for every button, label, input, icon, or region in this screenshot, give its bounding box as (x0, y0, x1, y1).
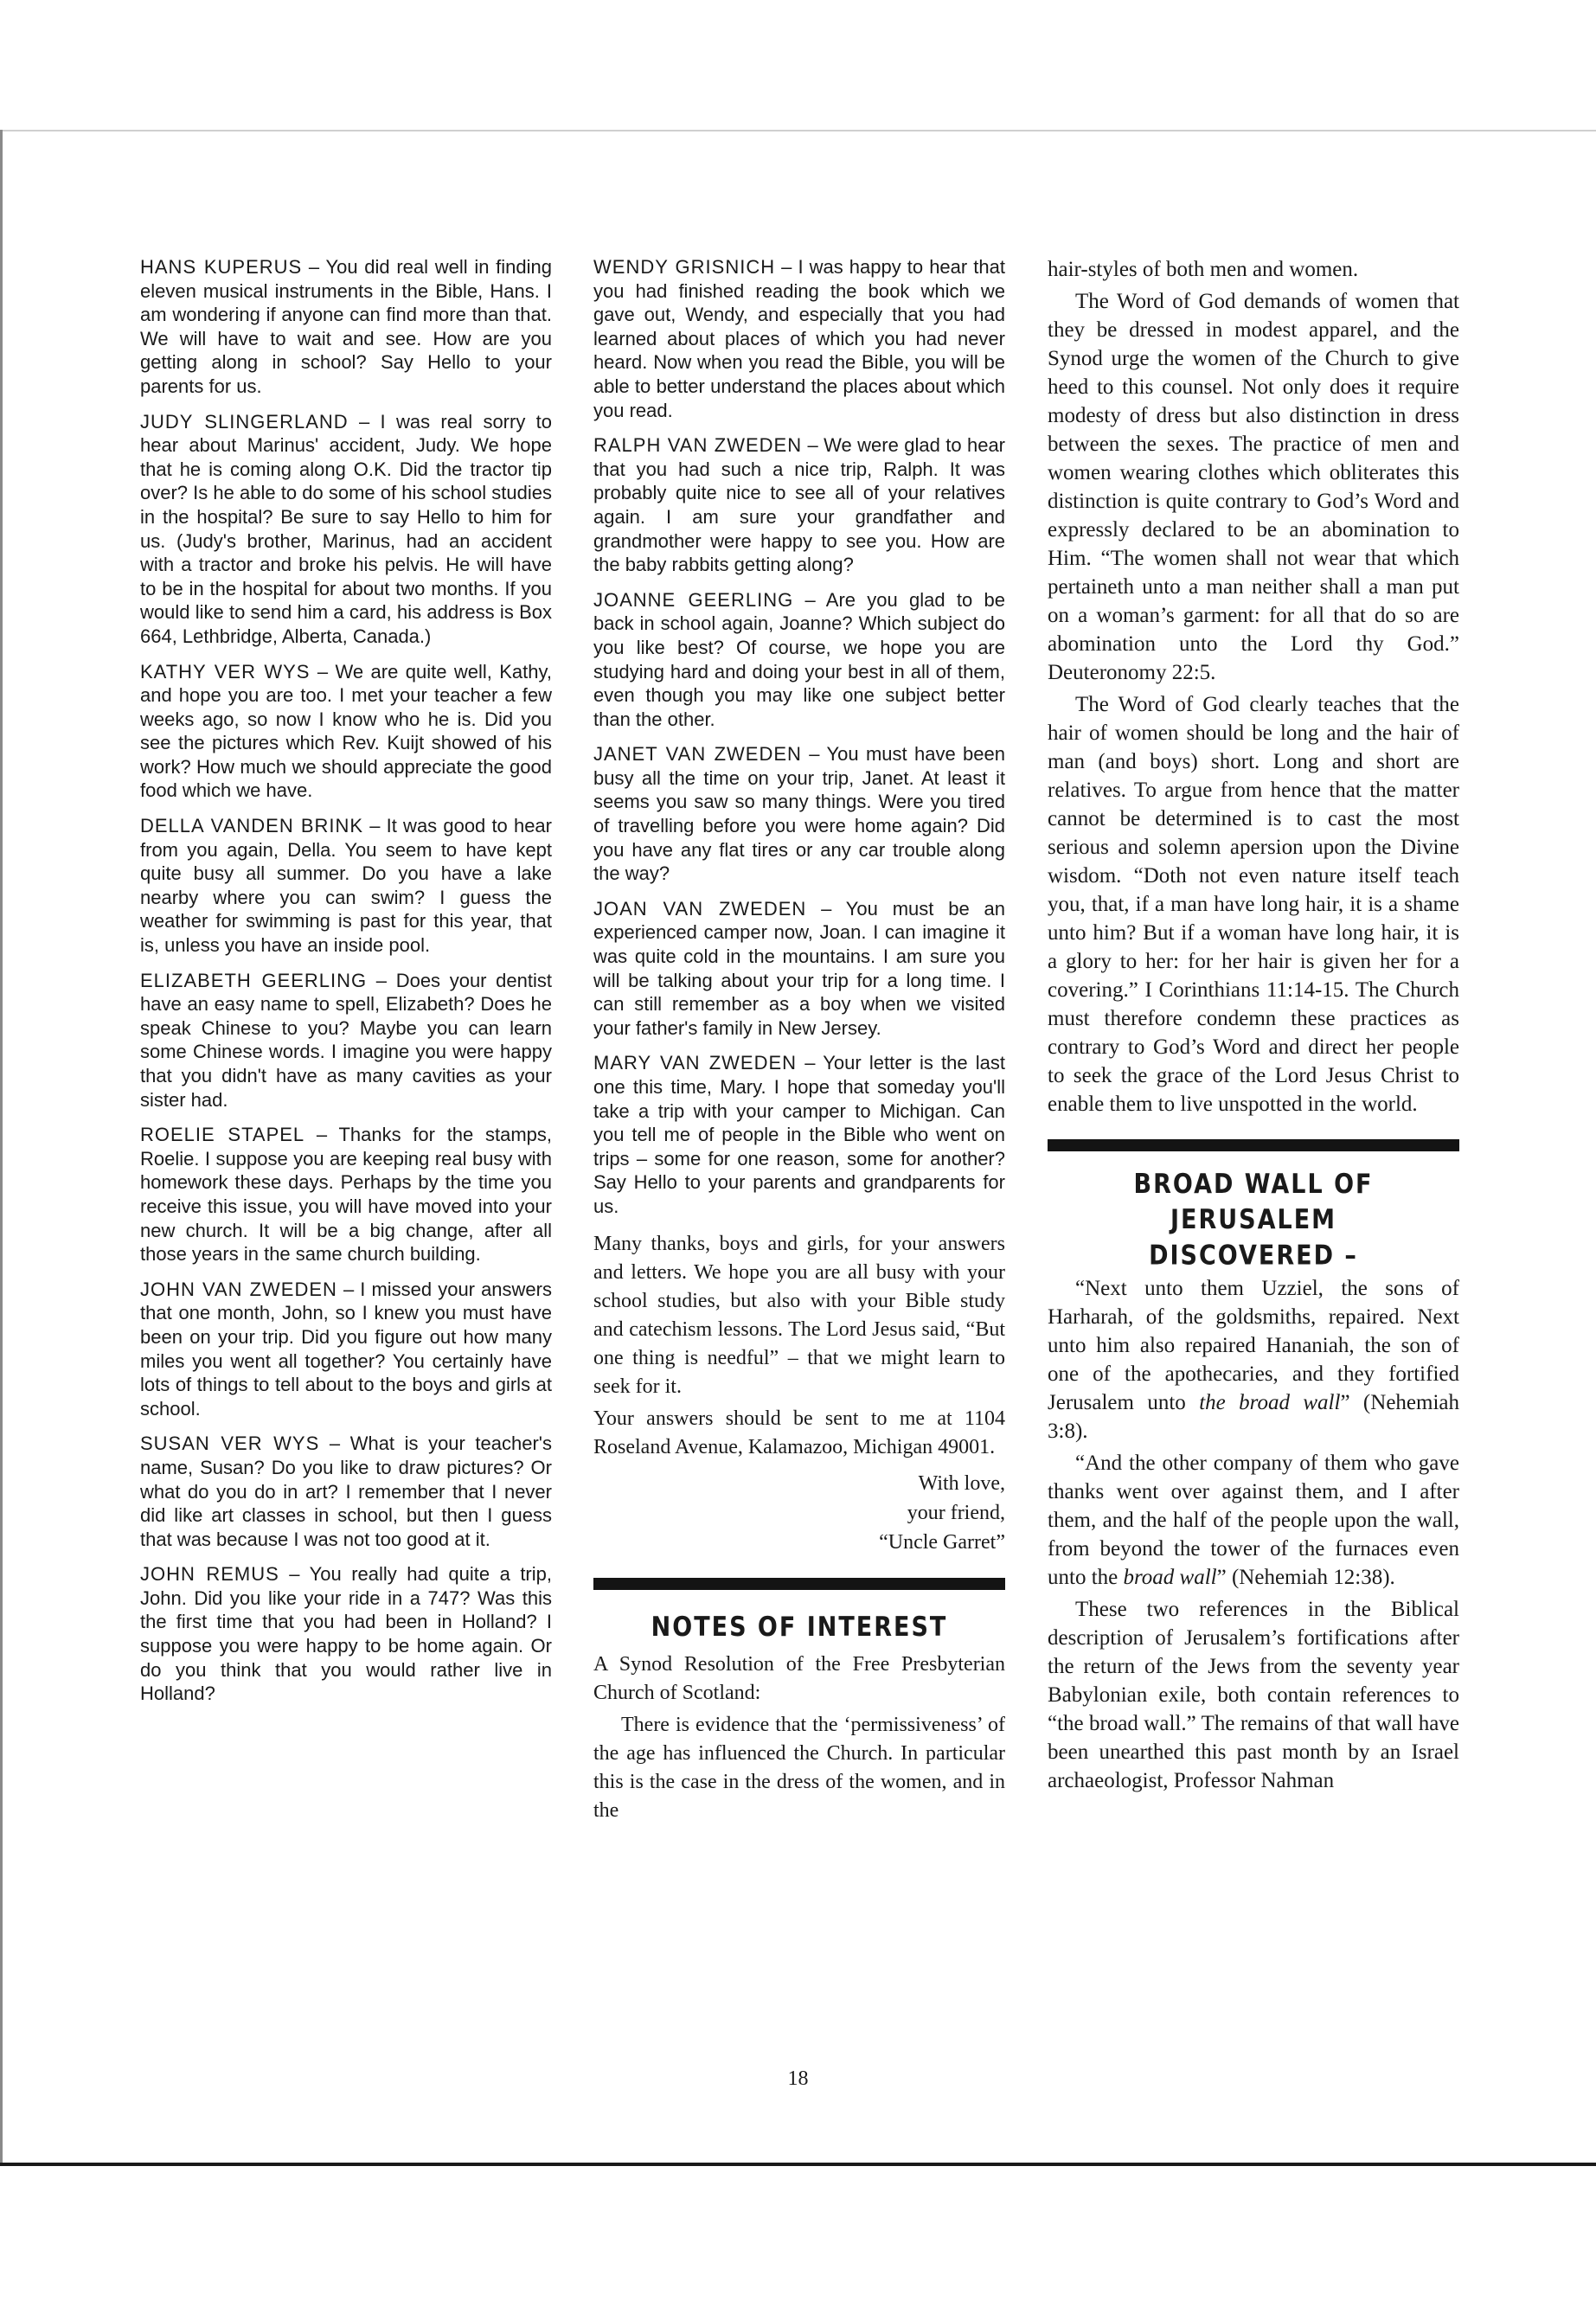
column-2-letters (593, 255, 1005, 1219)
name-dash: – (279, 1563, 310, 1586)
quote-2-text: “And the other company of them who gave thanks went over against them, and I after them, and the half of the people upon the wall, from beyond the tower of the furnaces even unto the (1048, 1452, 1459, 1589)
letter-reply-text: We were glad to hear that you had such a nice trip, Ralph. It was probably quite nice to see all of your relatives again. I am sure your grandfather and grandmother were happy to see you. How are the baby rabbits getting along? (593, 434, 1005, 576)
name-dash: – (806, 897, 846, 920)
letter-entry (593, 255, 1005, 422)
letter-recipient-name: JANET VAN ZWEDEN (593, 743, 802, 766)
quote-2-citation: ” (Nehemiah 12:38). (1216, 1566, 1395, 1589)
closing-paragraph-1: Many thanks, boys and girls, for your answers and letters. We hope you are all busy with your school studies, but also with your Bible study and catechism lessons. The Lord Jesus said, “But one thing is needful” – that we might learn to seek for it. (593, 1232, 1005, 1398)
letter-entry (140, 1123, 552, 1266)
letter-recipient-name: JOHN REMUS (140, 1563, 279, 1586)
column-2 (593, 255, 1005, 1829)
nehemiah-quote-1 (1048, 1274, 1459, 1445)
letter-reply-text: Are you glad to be back in school again, Joanne? Which subject do you like best? Of course, we hope you are studying hard and doing your best in all of them, even though you may like one subject better than the other. (593, 588, 1006, 730)
column-1 (140, 255, 552, 1717)
quote-1-citation: ” (Nehemiah 3:8). (1048, 1391, 1459, 1443)
letter-reply-text: Your letter is the last one this time, Mary. I hope that someday you'll take a trip with your camper to Michigan. Can you tell me of people in the Bible who went on trips – some for one reason, some for another? Say Hello to your parents and grandparents for us. (593, 1052, 1005, 1217)
signoff (593, 1469, 1005, 1557)
letter-entry (140, 1432, 552, 1551)
signoff-line-1: With love, (918, 1471, 1005, 1495)
letter-recipient-name: KATHY VER WYS (140, 660, 311, 683)
letter-entry (140, 255, 552, 399)
section-divider-rule-2 (1048, 1139, 1459, 1151)
letter-recipient-name: JOHN VAN ZWEDEN (140, 1278, 337, 1300)
letter-recipient-name: ROELIE STAPEL (140, 1124, 305, 1146)
signoff-line-2: your friend, (907, 1501, 1005, 1524)
letter-entry (140, 1562, 552, 1706)
letter-reply-text: You did real well in finding eleven musical instruments in the Bible, Hans. I am wondering if anyone can find more than that. We will have to wait and see. How are you getting along in school? Say Hello to your parents for us. (140, 256, 552, 397)
name-dash: – (348, 410, 381, 433)
letter-entry (593, 433, 1005, 577)
quote-2-emphasis: broad wall (1123, 1566, 1217, 1589)
letter-entry (140, 410, 552, 649)
letter-reply-text: You must be an experienced camper now, Joan. I can imagine it was quite cold in the mountains. I am sure you will be talking about your trip for a long time. I can still remember as a boy when we visited your father's family in New Jersey. (593, 897, 1005, 1039)
letter-entry (140, 1278, 552, 1421)
nehemiah-quote-2 (1048, 1449, 1459, 1592)
letter-recipient-name: SUSAN VER WYS (140, 1433, 320, 1455)
letter-entry (140, 660, 552, 804)
letter-recipient-name: JUDY SLINGERLAND (140, 410, 349, 433)
name-dash: – (802, 434, 824, 457)
broad-wall-heading-line-2: DISCOVERED – (1149, 1240, 1358, 1272)
name-dash: – (337, 1278, 361, 1300)
continued-paragraph: hair-styles of both men and women. (1048, 258, 1359, 281)
page-bottom-edge (0, 2163, 1596, 2166)
letter-reply-text: You must have been busy all the time on your trip, Janet. At least it seems you saw so many things. Were you tired of travelling before you were home again? Did you have any flat tires or any car trouble along the way? (593, 743, 1005, 885)
broad-wall-paragraph: These two references in the Biblical description of Jerusalem’s fortifications after the return of the Jews from the seventy year Babylonian exile, both contain references to “the broad wall.” The remains of that wall have been unearthed this past month by an Israel archaeologist, Professor Nahman (1048, 1598, 1459, 1792)
letter-reply-text: Does your dentist have an easy name to spell, Elizabeth? Does he speak Chinese to you? Maybe you can learn some Chinese words. I imagine you were happy that you didn't have as many cavities as your sister had. (140, 969, 552, 1111)
letter-reply-text: Thanks for the stamps, Roelie. I suppose you are keeping real busy with homework these days. Perhaps by the time you receive this issue, you will have moved into your new church. It will be a big change, after all those years in the same church building. (140, 1124, 553, 1266)
letter-reply-text: What is your teacher's name, Susan? Do you like to draw pictures? Or what do you do in art? I remember that I never did like art classes in school, but then I guess that was because I was not too good at it. (140, 1433, 553, 1550)
signoff-line-3: “Uncle Garret” (879, 1530, 1005, 1554)
letter-recipient-name: JOAN VAN ZWEDEN (593, 897, 807, 920)
letter-entry (593, 1051, 1005, 1218)
letter-reply-text: We are quite well, Kathy, and hope you are too. I met your teacher a few weeks ago, so now I know who he is. Did you see the pictures which Rev. Kuijt showed of his work? How much we should appreciate the good food which we have. (140, 660, 552, 802)
letter-recipient-name: DELLA VANDEN BRINK (140, 815, 364, 837)
letter-recipient-name: JOANNE GEERLING (593, 588, 794, 611)
name-dash: – (319, 1433, 350, 1455)
letter-reply-text: It was good to hear from you again, Della. You seem to have kept quite busy all summer. Do you have a lake nearby where you can swim? I guess the weather for swimming is past for this year, that is, unless you have an inside pool. (140, 815, 552, 957)
section-divider-rule (593, 1578, 1005, 1590)
quote-1-emphasis: the broad wall (1199, 1391, 1341, 1414)
notes-intro: A Synod Resolution of the Free Presbyterian Church of Scotland: (593, 1652, 1005, 1704)
letter-recipient-name: WENDY GRISNICH (593, 256, 776, 278)
name-dash: – (797, 1052, 824, 1074)
letter-reply-text: I was happy to hear that you had finished reading the book which we gave out, Wendy, and especially that you had learned about places of which you had never heard. Now when you read the Bible, you will be able to better understand the places about which you read. (593, 256, 1005, 421)
synod-paragraph-2: The Word of God demands of women that they be dressed in modest apparel, and the Synod urge the women of the Church to give heed to this counsel. Not only does it require modesty of dress but also distinction in dress between the sexes. The practice of men and women wearing clothes which obliterates this distinction is quite contrary to God’s Word and expressly declared to be an abomination to Him. “The women shall not wear that which pertaineth unto a man neither shall a man put on a woman’s garment: for all that do so are abomination unto the Lord thy God.” Deuteronomy 22:5. (1048, 290, 1459, 684)
letter-reply-text: I was real sorry to hear about Marinus' accident, Judy. We hope that he is coming along O.K. Did the tractor tip over? Is he able to do some of his school studies in the hospital? Be sure to say Hello to him for us. (Judy's brother, Marinus, had an accident with a tractor and broke his pelvis. He will have to be in the hospital for about two months. If you would like to send him a card, his address is Box 664, Lethbridge, Alberta, Canada.) (140, 410, 552, 647)
page-left-edge (0, 130, 3, 2166)
name-dash: – (793, 588, 826, 611)
letter-entry (593, 897, 1005, 1041)
letter-entry (140, 969, 552, 1112)
name-dash: – (310, 660, 336, 683)
letter-recipient-name: MARY VAN ZWEDEN (593, 1052, 798, 1074)
letter-entry (140, 814, 552, 958)
closing-paragraph-2: Your answers should be sent to me at 1104 Roseland Avenue, Kalamazoo, Michigan 49001. (593, 1407, 1005, 1458)
letter-reply-text: I missed your answers that one month, John, so I knew you must have been on your trip. Did you figure out how many miles you went all together? You certainly have lots of things to tell about to the boys and girls at school. (140, 1278, 552, 1420)
name-dash: – (801, 743, 827, 766)
closing-block (593, 1230, 1005, 1825)
broad-wall-heading (1048, 1167, 1459, 1274)
letter-entry (593, 588, 1005, 732)
letter-recipient-name: ELIZABETH GEERLING (140, 969, 368, 991)
quote-1-text: “Next unto them Uzziel, the sons of Harharah, of the goldsmiths, repaired. Next unto him also repaired Hananiah, the son of one of the apothecaries, and they fortified Jerusalem unto (1048, 1277, 1459, 1414)
letter-recipient-name: HANS KUPERUS (140, 256, 303, 278)
page-top-margin (0, 0, 1596, 131)
synod-paragraph-3: The Word of God clearly teaches that the hair of women should be long and the hair of man (and boys) short. Long and short are relatives. To argue from hence that the matter cannot be determined is to cast the most serious and solemn apersion upon the Divine wisdom. “Doth not even nature itself teach you, that, if a man have long hair, it is a shame unto him? But if a woman have long hair, it is a glory to her: for her hair is given her for a covering.” I Corinthians 11:14-15. The Church must therefore condemn these practices as contrary to God’s Word and direct her people to seek the grace of the Lord Jesus Christ to enable them to live unspotted in the world. (1048, 693, 1459, 1116)
name-dash: – (302, 256, 326, 278)
name-dash: – (367, 969, 396, 991)
page-number: 18 (787, 2067, 809, 2090)
name-dash: – (304, 1124, 339, 1146)
letter-recipient-name: RALPH VAN ZWEDEN (593, 434, 803, 457)
broad-wall-heading-line-1: BROAD WALL OF JERUSALEM (1133, 1169, 1374, 1236)
notes-of-interest-heading: NOTES OF INTEREST (651, 1612, 948, 1643)
name-dash: – (775, 256, 798, 278)
name-dash: – (363, 815, 387, 837)
notes-paragraph-1: There is evidence that the ‘permissiveness’ of the age has influenced the Church. In particular this is the case in the dress of the women, and in the (593, 1713, 1005, 1822)
letter-reply-text: You really had quite a trip, John. Did you like your ride in a 747? Was this the first time that you had been in Holland? I suppose you were happy to be home again. Or do you think that you would rather live in Holland? (140, 1563, 552, 1705)
column-3 (1048, 255, 1459, 1798)
letter-entry (593, 742, 1005, 886)
